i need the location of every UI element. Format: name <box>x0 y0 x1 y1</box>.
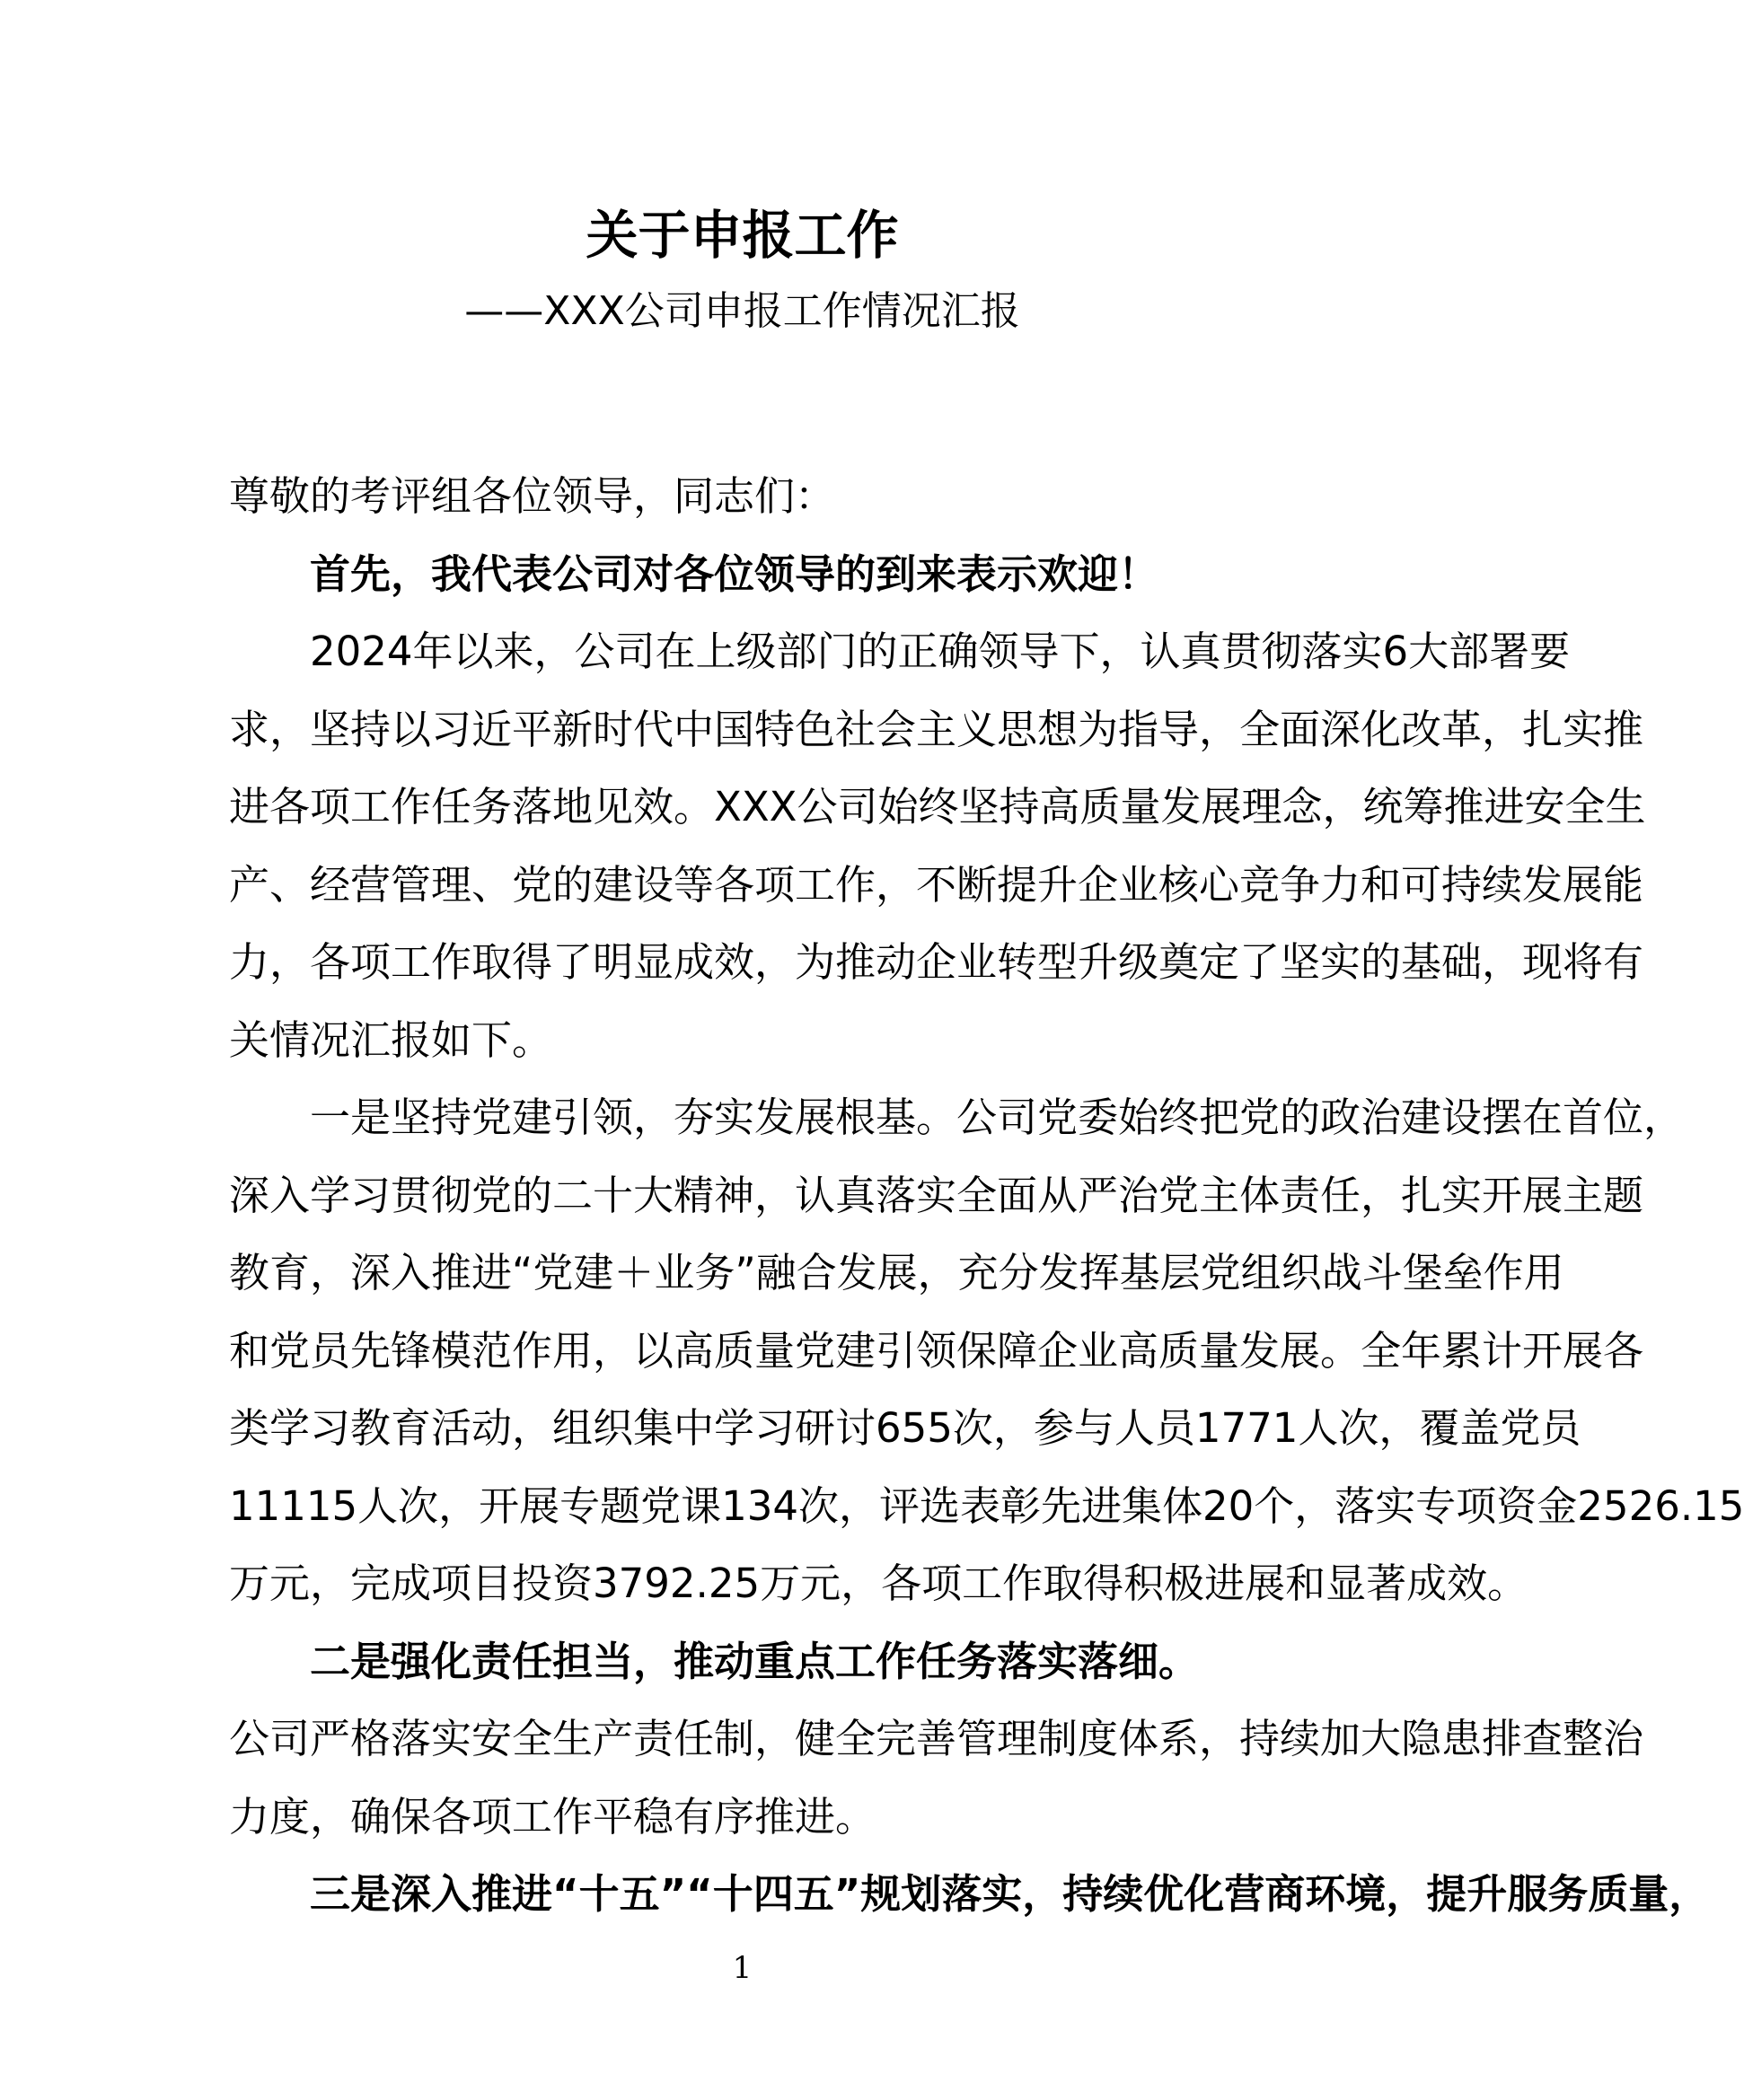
body-line: 万元，完成项目投资3792.25万元，各项工作取得积极进展和显著成效。 <box>229 1560 1528 1607</box>
body-line: 关情况汇报如下。 <box>229 1015 553 1064</box>
salutation: 尊敬的考评组各位领导，同志们： <box>229 472 836 520</box>
body-line: 公司严格落实安全生产责任制，健全完善管理制度体系，持续加大隐患排查整治 <box>229 1715 1644 1762</box>
body-line: 求，坚持以习近平新时代中国特色社会主义思想为指导，全面深化改革，扎实推 <box>229 705 1644 753</box>
body-line: 三是深入推进“十五”“十四五”规划落实，持续优化营商环境，提升服务质量， <box>310 1870 1710 1918</box>
body-line: 2024年以来，公司在上级部门的正确领导下，认真贯彻落实6大部署要 <box>310 628 1571 675</box>
document-body <box>229 458 1744 1934</box>
body-line: 产、经营管理、党的建设等各项工作，不断提升企业核心竞争力和可持续发展能 <box>229 860 1644 909</box>
body-line: 一是坚持党建引领，夯实发展根基。公司党委始终把党的政治建设摆在首位， <box>310 1094 1685 1141</box>
page-number: 1 <box>732 1950 753 1986</box>
body-line: 力度，确保各项工作平稳有序推进。 <box>229 1792 876 1841</box>
body-line: 类学习教育活动，组织集中学习研讨655次，参与人员1771人次，覆盖党员 <box>229 1404 1581 1452</box>
body-line: 11115人次，开展专题党课134次，评选表彰先进集体20个，落实专项资金2526.15 <box>229 1481 1744 1530</box>
body-line: 教育，深入推进“党建＋业务”融合发展，充分发挥基层党组织战斗堡垒作用 <box>229 1249 1564 1296</box>
body-line: 二是强化责任担当，推动重点工作任务落实落细。 <box>310 1637 1200 1685</box>
body-line: 进各项工作任务落地见效。XXX公司始终坚持高质量发展理念，统筹推进安全生 <box>229 783 1646 830</box>
body-paragraphs <box>229 536 1744 1934</box>
document-subtitle: ——XXX公司申报工作情况汇报 <box>464 288 1020 334</box>
body-line: 力，各项工作取得了明显成效，为推动企业转型升级奠定了坚实的基础，现将有 <box>229 938 1644 986</box>
body-line: 首先，我代表公司对各位领导的到来表示欢迎！ <box>310 549 1159 598</box>
body-line: 和党员先锋模范作用，以高质量党建引领保障企业高质量发展。全年累计开展各 <box>229 1326 1644 1375</box>
body-line: 深入学习贯彻党的二十大精神，认真落实全面从严治党主体责任，扎实开展主题 <box>229 1171 1644 1219</box>
document-title: 关于申报工作 <box>586 205 899 266</box>
